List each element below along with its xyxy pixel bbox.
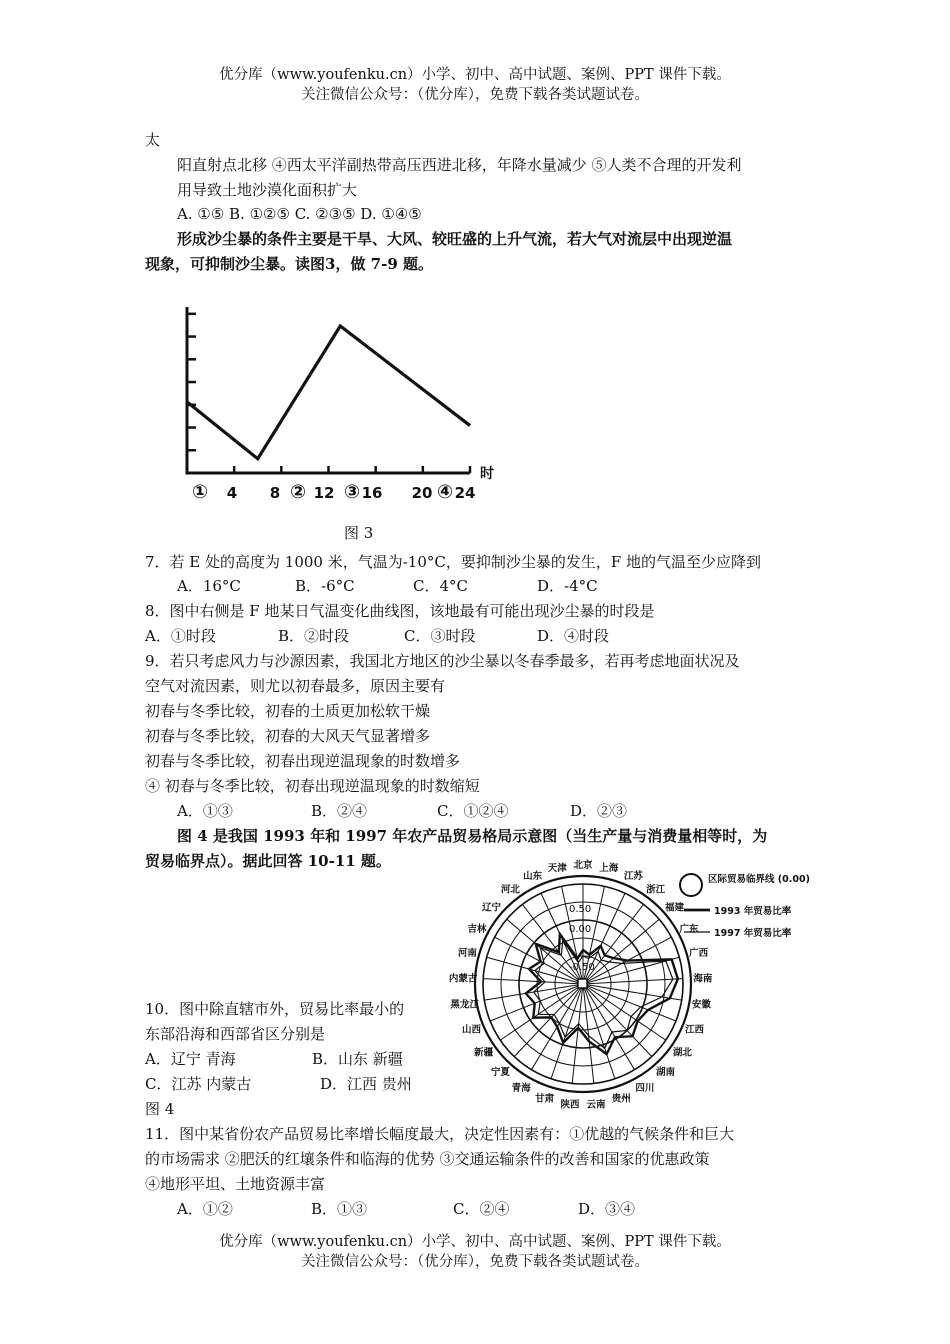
para1-line-2: 现象，可抑制沙尘暴。读图3，做 7-9 题。 [145,255,433,273]
province-label: 贵州 [611,1093,631,1105]
q8-option-b: B．②时段 [278,627,350,645]
q10-option-a: A．辽宁 青海 [145,1050,236,1068]
footer-line-1: 优分库（www.youfenku.cn）小学、初中、高中试题、案例、PPT 课件下载。 [219,1234,731,1250]
footer-line-2: 关注微信公众号：（优分库），免费下载各类试题试卷。 [301,1254,649,1270]
province-label: 湖北 [672,1047,692,1059]
x-tick-label: 8 [269,484,281,502]
radar-ring-label: -0.50 [569,962,595,973]
q9-stem-line-1: 9．若只考虑风力与沙源因素，我国北方地区的沙尘暴以冬春季最多，若再考虑地面状况及 [145,652,740,670]
header-line-1: 优分库（www.youfenku.cn）小学、初中、高中试题、案例、PPT 课件下载。 [219,67,731,83]
q11-stem-line-2: 的市场需求 ②肥沃的红壤条件和临海的优势 ③交通运输条件的改善和国家的优惠政策 [145,1150,710,1168]
series-1993-polygon [526,934,678,1054]
province-label: 四川 [635,1082,655,1094]
province-label: 海南 [693,973,713,985]
x-tick-label: ② [289,481,307,503]
legend-critical-label: 区际贸易临界线 (0.00) [708,874,810,885]
q11-option-d: D．③④ [578,1200,636,1218]
radar-spoke [583,984,682,1000]
province-label: 广东 [679,923,699,935]
legend-circle-icon [680,874,702,896]
province-label: 湖南 [656,1067,676,1079]
q9-option-d: D．②③ [570,802,628,820]
x-tick-label: ④ [436,481,454,503]
province-label: 天津 [547,862,567,874]
header-line-2: 关注微信公众号：（优分库），免费下载各类试题试卷。 [301,87,649,103]
para2-line-1: 图 4 是我国 1993 年和 1997 年农产品贸易格局示意图（当生产量与消费量相等时，为 [177,827,768,845]
province-label: 北京 [573,860,593,871]
province-label: 河南 [457,947,477,959]
q9-option-b: B．②④ [311,802,368,820]
x-tick-label: 4 [226,484,238,502]
radar-spoke [514,984,583,1057]
q9-statement-1: 初春与冬季比较，初春的土质更加松软干燥 [145,702,431,720]
intro-line-2: 用导致土地沙漠化面积扩大 [177,181,358,199]
q8-stem: 8．图中右侧是 F 地某日气温变化曲线图，该地最有可能出现沙尘暴的时段是 [145,602,655,620]
q10-option-d: D．江西 贵州 [320,1075,412,1093]
x-tick-label: 20 [411,484,433,502]
figure-3-caption: 图 3 [344,524,374,542]
province-label: 江苏 [623,871,643,883]
figure-4-caption: 图 4 [145,1100,175,1118]
radar-ring-label: 0.50 [569,904,592,915]
province-label: 云南 [586,1099,606,1111]
q11-stem-line-1: 11．图中某省份农产品贸易比率增长幅度最大，决定性因素有：①优越的气候条件和巨大 [145,1125,735,1143]
province-label: 江西 [684,1024,704,1036]
province-label: 安徽 [691,999,711,1011]
intro-line-1: 阳直射点北移 ④西太平洋副热带高压西进北移，年降水量减少 ⑤人类不合理的开发利 [177,156,742,174]
q8-option-d: D．④时段 [537,627,610,645]
q8-option-c: C．③时段 [404,627,476,645]
province-label: 青海 [511,1082,531,1094]
x-tick-label: 12 [313,484,335,502]
province-label: 宁夏 [490,1067,510,1079]
radar-ring-label: 0.00 [569,924,592,935]
province-label: 新疆 [474,1047,494,1059]
province-label: 吉林 [467,923,487,935]
q11-option-a: A．①② [177,1200,233,1218]
x-axis-unit-label: 时 [480,466,494,482]
x-tick-label: 16 [361,484,383,502]
radar-center-box [578,979,587,988]
intro-line-0: 太 [145,131,161,149]
province-label: 内蒙古 [448,973,478,985]
q9-option-c: C．①②④ [437,802,509,820]
para1-line-1: 形成沙尘暴的条件主要是干旱、大风、较旺盛的上升气流，若大气对流层中出现逆温 [177,230,733,248]
q11-option-b: B．①③ [311,1200,368,1218]
q7-option-c: C．4°C [413,577,468,595]
q9-statement-2: 初春与冬季比较，初春的大风天气显著增多 [145,727,431,745]
q10-option-b: B．山东 新疆 [312,1050,403,1068]
q10-stem-line-1: 10．图中除直辖市外，贸易比率最小的 [145,1000,405,1018]
q11-stem-line-3: ④地形平坦、土地资源丰富 [145,1175,326,1193]
province-label: 黑龙江 [450,999,479,1011]
legend-1997-label: 1997 年贸易比率 [714,928,792,939]
q10-stem-line-2: 东部沿海和西部省区分别是 [145,1025,326,1043]
chart-axes [187,307,470,473]
province-label: 上海 [599,862,619,874]
legend-1993-label: 1993 年贸易比率 [714,906,792,917]
q8-option-a: A．①时段 [145,627,216,645]
province-label: 福建 [664,902,684,914]
province-label: 山东 [523,871,543,883]
x-tick-label: 24 [454,484,476,502]
trade-ratio-radar-chart [438,860,818,1111]
province-label: 陕西 [560,1099,580,1111]
province-label: 河北 [500,884,520,896]
q10-option-c: C．江苏 内蒙古 [145,1075,252,1093]
province-label: 广西 [689,947,709,959]
temperature-curve [187,326,470,459]
province-label: 辽宁 [482,902,502,914]
province-label: 山西 [462,1024,482,1036]
province-label: 浙江 [646,884,666,896]
para2-line-2: 贸易临界点）。据此回答 10-11 题。 [145,852,391,870]
q7-option-b: B．-6°C [295,577,355,595]
q7-option-d: D．-4°C [537,577,598,595]
q7-option-a: A．16°C [177,577,241,595]
x-tick-label: ③ [343,481,361,503]
q9-statement-4: ④ 初春与冬季比较，初春出现逆温现象的时数缩短 [145,777,480,795]
intro-options: A. ①⑤ B. ①②⑤ C. ②③⑤ D. ①④⑤ [177,205,422,223]
q11-option-c: C．②④ [453,1200,510,1218]
q9-stem-line-2: 空气对流因素，则尤以初春最多，原因主要有 [145,677,446,695]
q9-statement-3: 初春与冬季比较，初春出现逆温现象的时数增多 [145,752,461,770]
q7-stem: 7．若 E 处的高度为 1000 米，气温为-10°C，要抑制沙尘暴的发生，F 地的气温至少应降到 [145,553,762,571]
temperature-line-chart [170,295,500,505]
x-tick-label: ① [191,481,209,503]
province-label: 甘肃 [535,1093,555,1105]
q9-option-a: A．①③ [177,802,233,820]
